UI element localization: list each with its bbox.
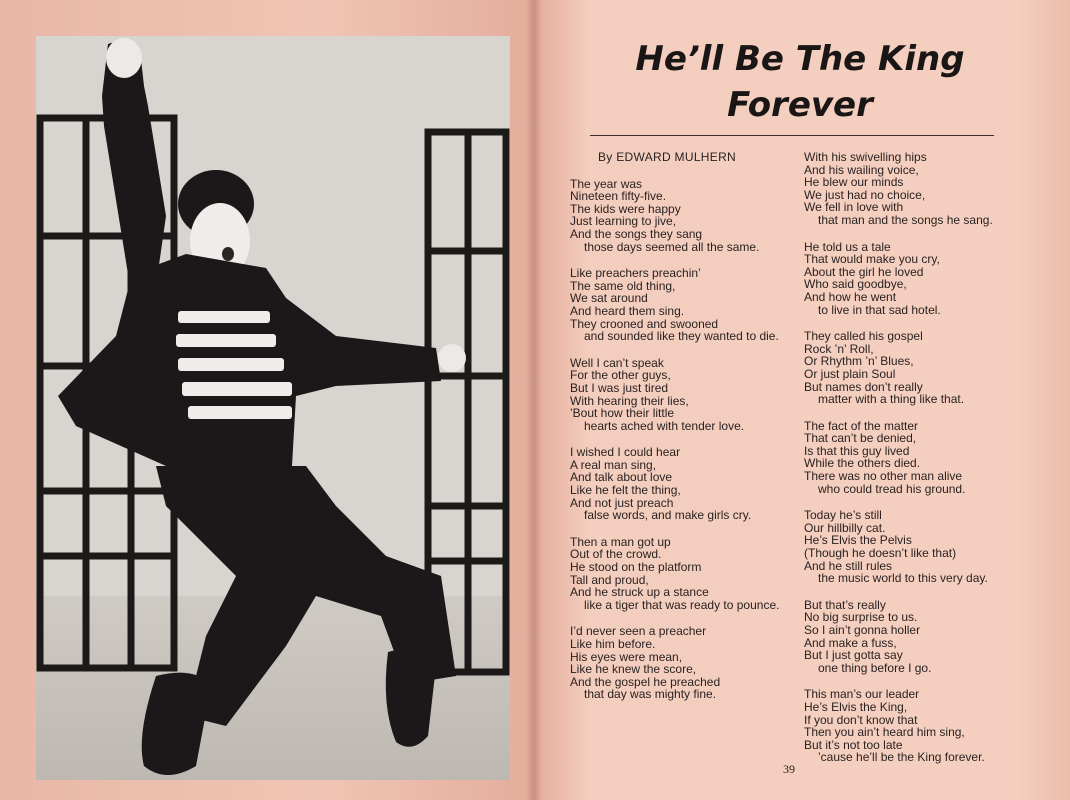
poem-line: Today he’s still xyxy=(804,508,882,523)
poem-line: Just learning to jive, xyxy=(570,214,677,229)
poem-line: The same old thing, xyxy=(570,278,676,293)
poem-line: Or Rhythm ’n’ Blues, xyxy=(804,354,914,369)
poem-stanza xyxy=(570,625,792,701)
poem-line: false words, and make girls cry. xyxy=(584,508,752,523)
poem-stanza xyxy=(570,178,792,254)
poem-line: who could tread his ground. xyxy=(818,481,966,496)
poem-line: Our hillbilly cat. xyxy=(804,520,886,535)
poem-stanza xyxy=(570,267,792,343)
poem-stanza xyxy=(804,509,1032,585)
poem-line: We just had no choice, xyxy=(804,187,926,202)
poem-line: If you don’t know that xyxy=(804,712,918,727)
poem-line: I wished I could hear xyxy=(570,445,681,460)
poem-line: Like he knew the score, xyxy=(570,662,697,677)
poem-line: that man and the songs he sang. xyxy=(818,212,993,227)
poem-line: Like preachers preachin’ xyxy=(570,266,701,281)
poem-line: But that’s really xyxy=(804,597,886,612)
poem-line: and sounded like they wanted to die. xyxy=(584,329,779,344)
poem-line: And his wailing voice, xyxy=(804,162,919,177)
poem-line: And talk about love xyxy=(570,470,673,485)
poem-stanza xyxy=(804,151,1032,227)
poem-line: With his swivelling hips xyxy=(804,150,927,164)
title-line-2: Forever xyxy=(727,85,873,125)
poem-line: ’Bout how their little xyxy=(570,406,675,421)
poem-line: And make a fuss, xyxy=(804,635,897,650)
poem-line: His eyes were mean, xyxy=(570,649,683,664)
poem-line: one thing before I go. xyxy=(818,660,932,675)
poem-line: And how he went xyxy=(804,289,897,304)
poem-line: The year was xyxy=(570,176,643,191)
poem-line: And he still rules xyxy=(804,558,893,573)
poem-line: I’d never seen a preacher xyxy=(570,624,707,639)
poem-line: That can’t be denied, xyxy=(804,431,917,446)
poem-line: And not just preach xyxy=(570,495,674,510)
poem-line: Out of the crowd. xyxy=(570,547,662,562)
poem-line: Is that this guy lived xyxy=(804,443,910,458)
poem-line: We fell in love with xyxy=(804,200,904,215)
poem-line: Like he felt the thing, xyxy=(570,483,681,498)
poem-stanza xyxy=(804,420,1032,496)
poem-line: like a tiger that was ready to pounce. xyxy=(584,597,780,612)
title-rule xyxy=(590,135,994,136)
poem-line: Then a man got up xyxy=(570,534,671,549)
dancing-man-photo xyxy=(36,36,510,780)
poem-stanza xyxy=(804,241,1032,317)
poem-line: But I just gotta say xyxy=(804,648,903,663)
poem-line: There was no other man alive xyxy=(804,469,963,484)
poem-stanza xyxy=(570,446,792,522)
page-number: 39 xyxy=(783,762,795,776)
poem-line: Nineteen fifty-five. xyxy=(570,189,667,204)
poem-column-1 xyxy=(570,151,792,715)
poem-line: A real man sing, xyxy=(570,457,657,472)
poem-line: Or just plain Soul xyxy=(804,366,896,381)
stanza-list-2 xyxy=(804,151,1032,764)
poem-line: that day was mighty fine. xyxy=(584,687,717,702)
poem-line: those days seemed all the same. xyxy=(584,239,760,254)
poem-line: He stood on the platform xyxy=(570,560,702,575)
poem-line: Well I can’t speak xyxy=(570,355,664,370)
poem-line: But it’s not too late xyxy=(804,737,903,752)
poem-line: (Though he doesn’t like that) xyxy=(804,546,957,561)
poem-line: He told us a tale xyxy=(804,239,891,254)
poem-line: matter with a thing like that. xyxy=(818,392,965,407)
stanza-list-1 xyxy=(570,178,792,701)
poem-line: While the others died. xyxy=(804,456,921,471)
poem-line: They called his gospel xyxy=(804,329,923,344)
byline: By EDWARD MULHERN xyxy=(598,150,736,164)
poem-column-2 xyxy=(804,151,1032,778)
title-line-1: He’ll Be The King xyxy=(635,39,965,79)
poem-line: Tall and proud, xyxy=(570,572,649,587)
poem-line: They crooned and swooned xyxy=(570,316,719,331)
poem-stanza xyxy=(570,357,792,433)
article-title xyxy=(560,36,1040,128)
poem-line: the music world to this very day. xyxy=(818,571,988,586)
poem-line: We sat around xyxy=(570,291,648,306)
left-page xyxy=(0,0,534,800)
poem-line: No big surprise to us. xyxy=(804,610,918,625)
poem-line: The fact of the matter xyxy=(804,418,919,433)
poem-line: Who said goodbye, xyxy=(804,277,907,292)
poem-line: Rock ’n’ Roll, xyxy=(804,341,874,356)
poem-line: About the girl he loved xyxy=(804,264,924,279)
poem-stanza xyxy=(804,599,1032,675)
poem-line: He’s Elvis the Pelvis xyxy=(804,533,912,548)
poem-line: This man’s our leader xyxy=(804,687,920,702)
page-gutter xyxy=(526,0,542,800)
poem-line: With hearing their lies, xyxy=(570,393,689,408)
poem-line: So I ain’t gonna holler xyxy=(804,623,921,637)
poem-line: But names don’t really xyxy=(804,379,923,394)
poem-stanza xyxy=(570,536,792,612)
poem-line: But I was just tired xyxy=(570,380,669,395)
poem-line: hearts ached with tender love. xyxy=(584,418,745,433)
poem-line: Then you ain’t heard him sing, xyxy=(804,725,965,740)
poem-line: And the songs they sang xyxy=(570,226,703,241)
poem-line: And heard them sing. xyxy=(570,303,685,318)
poem-line: For the other guys, xyxy=(570,368,671,383)
poem-line: And the gospel he preached xyxy=(570,674,721,689)
poem-line: And he struck up a stance xyxy=(570,585,709,600)
poem-line: That would make you cry, xyxy=(804,252,940,267)
poem-line: The kids were happy xyxy=(570,201,681,216)
poem-line: ’cause he’ll be the King forever. xyxy=(818,750,985,765)
poem-line: He blew our minds xyxy=(804,175,904,190)
poem-stanza xyxy=(804,688,1032,764)
poem-line: to live in that sad hotel. xyxy=(818,302,941,317)
poem-line: He’s Elvis the King, xyxy=(804,699,908,714)
poem-line: Like him before. xyxy=(570,637,656,651)
poem-stanza xyxy=(804,330,1032,406)
